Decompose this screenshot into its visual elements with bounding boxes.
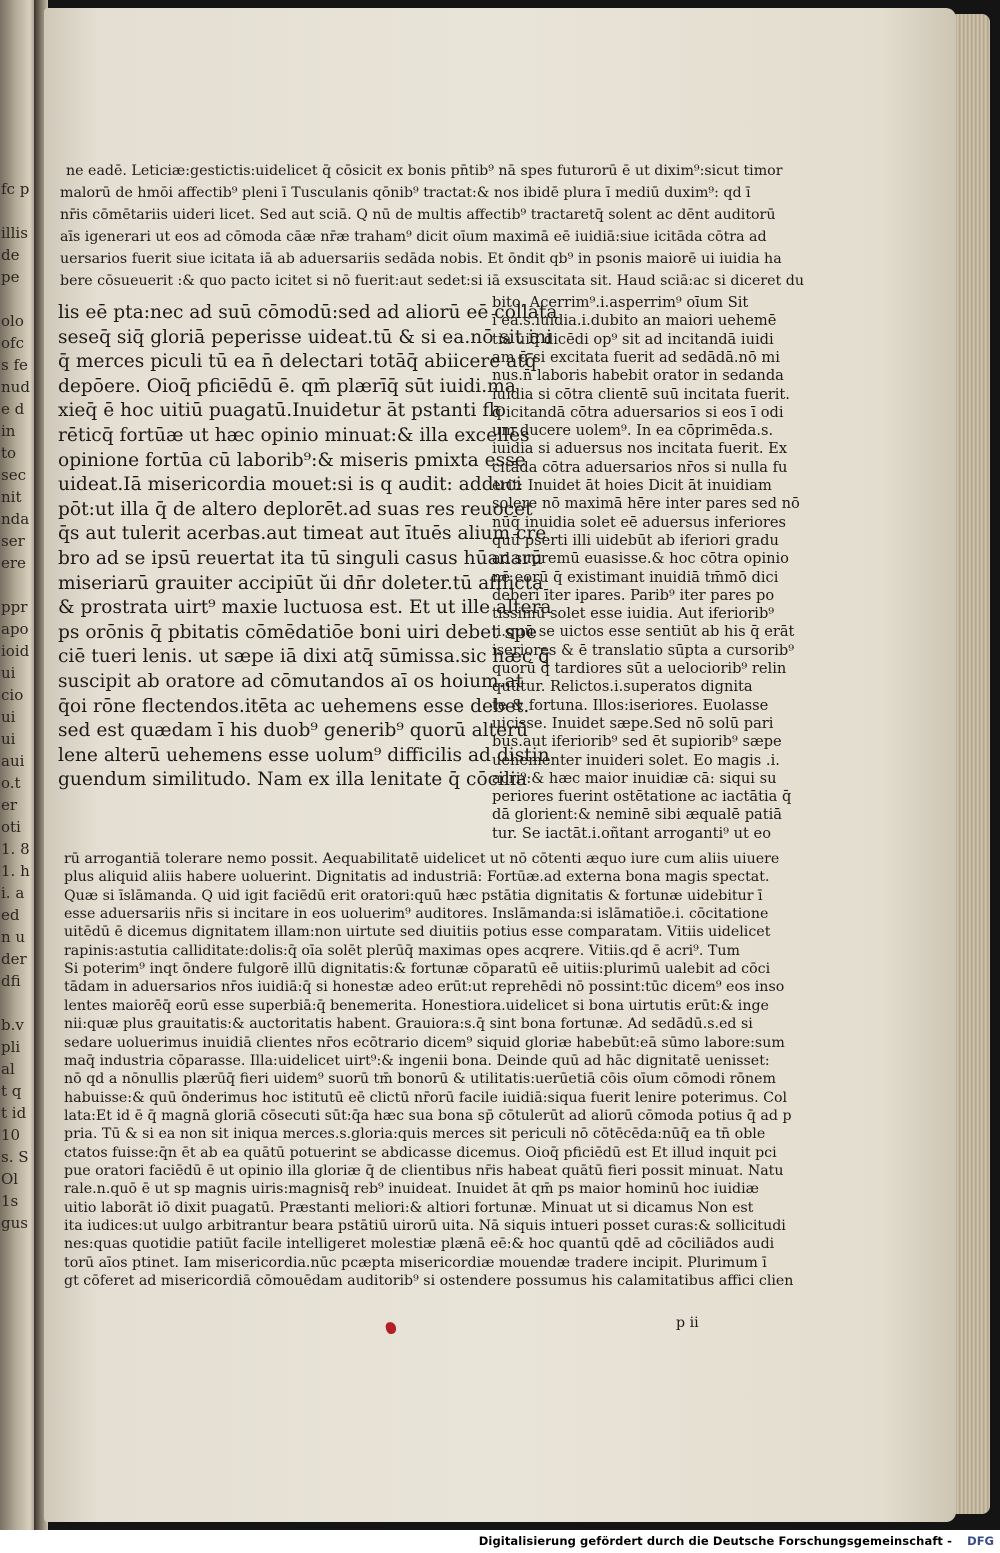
left-page-fragment: s fe [1,356,28,374]
main-text-line: bro ad se ipsū reuertat ita tū singuli casus hūanarū [58,548,543,569]
main-text-line: miseriarū grauiter accipiūt ŭi dn̄r doleter.tū afflicta [58,572,544,594]
left-page-fragment: illis [1,224,28,242]
right-commentary-line: periores fuerint ostētatione ac iactātia q̄ [492,788,792,806]
dfg-logo: DFG [967,1534,994,1548]
right-commentary-line: iuidia si aduersus nos incitata fuerit. Ex [492,440,788,458]
right-commentary-line: bus.aut iferiorib⁹ sed ēt supiorib⁹ sæpe [492,733,782,751]
footer-credit: Digitalisierung gefördert durch die Deutsche Forschungsgemeinschaft - [478,1534,952,1548]
right-commentary-line: erit: Inuidet āt hoies Dicit āt inuidiam [492,477,772,494]
left-page-fragment: pe [1,268,20,286]
bottom-commentary-line: lentes maiorēq̄ eorū esse superbiā:q̄ benemerita. Honestiora.uidelicet si bona uirtutis erūt:& inge [64,997,769,1014]
left-page-fragment: ser [1,532,25,550]
right-commentary-line: tur. Se iactāt.i.oñtant arroganti⁹ ut eo [492,824,771,842]
left-page-fragment: n u [1,928,26,946]
left-page-fragment: apo [1,620,29,638]
bottom-commentary-line: torū aīos ptinet. Iam misericordia.nūc pcæpta misericordiæ mouendæ tradere incipit. Plurimum ī [64,1254,767,1271]
bottom-commentary-line: esse aduersariis nr̄is si incitare in eos uoluerim⁹ auditores. Inslāmanda:si islāmatiōe.i. cōcitatione [64,906,769,923]
right-commentary-line: dā glorient:& neminē sibi æqualē patiā [492,806,782,824]
bottom-commentary-line: tādam in aduersarios nr̄os iuidiā:q̄ si honestæ adeo erūt:ut reprehēdi nō possint:tūc dicem⁹ eos inso [64,979,785,996]
left-page-fragment: 1. 8 [1,840,30,858]
left-page-fragment: oti [1,818,21,836]
main-text-line: lene alterū uehemens esse uolum⁹ difficilis ad distin [58,744,550,766]
left-page-fragment: ui [1,730,16,748]
left-page-fragment: der [1,950,27,968]
main-text-line: pōt:ut illa q̄ de altero deplorēt.ad suas res reuocet [58,498,533,520]
right-commentary-line: q̄ icitandā cōtra aduersarios si eos ī odi [492,403,784,421]
left-page-fragment: er [1,796,18,814]
right-commentary-line: ī ea.s.iuidia.i.dubito an maiori uehemē [492,312,777,330]
left-page-fragment: al [1,1060,15,1078]
left-page-fragment: b.v [1,1016,24,1034]
right-commentary-line: tia uiq̄ dicēdi op⁹ sit ad incitandā iuidi [492,330,774,348]
main-text-line: q̄ merces piculi tū ea n̄ delectari totāq̄ abiicere atq̄ [58,351,537,373]
left-page-fragment: e d [1,400,25,418]
bottom-commentary-line: nii:quæ plus grauitatis:& auctoritatis habent. Grauiora:s.q̄ sint bona fortunæ. Ad sedādū.s.ed si [64,1016,753,1033]
main-text-line: guendum similitudo. Nam ex illa lenitate q̄ cōcilia [58,769,527,791]
bottom-commentary-line: rū arrogantiā tolerare nemo possit. Aequabilitatē uidelicet ut nō cōtenti æquo iure cum aliis uiuere [64,851,780,867]
bottom-commentary-line: sedare uoluerimus inuidiā clientes nr̄os ecōtrario dicem⁹ siquid gloriæ habebūt:eā sūmo labore:sum [64,1034,785,1051]
left-page-fragment: olo [1,312,24,330]
bottom-commentary-line: uitio laborāt iō dixit puagatū. Præstanti meliori:& altiori fortunæ. Minuat ut si dicamus Non est [64,1199,754,1216]
bottom-commentary-line: nes:quas quotidie patiūt facile intelligeret molestiæ plænā eē:& hoc quantū qdē ad cōciliādos audi [64,1236,775,1253]
main-text-line: opinione fortūa cū laborib⁹:& miseris pmixta esse [58,449,526,471]
main-text-line: lis eē pta:nec ad suū cōmodū:sed ad aliorū eē collata [58,302,558,323]
right-commentary-line: bito. Acerrim⁹.i.asperrim⁹ oīum Sit [492,294,749,311]
main-text-line: seseq̄ siq̄ gloriā peperisse uideat.tū & si ea.nō sit ini [58,326,553,348]
main-text-line: uideat.Iā misericordia mouet:si is q audit: adduci [58,474,522,496]
right-commentary-line: tissimū solet esse iuidia. Aut iferiorib⁹ [492,605,775,623]
left-page-fragment: t id [1,1104,27,1122]
left-page-fragment: to [1,444,17,462]
bottom-commentary-line: pria. Tū & si ea non sit iniqua merces.s.gloria:quis merces sit periculi nō cōtēcēda:nūq̄ ea tn̄ oble [64,1126,766,1143]
bottom-commentary-line: Si poterim⁹ inqt ōndere fulgorē illū dignitatis:& fortunæ cōparatū eē uitiis:plurimū ualebit ad cōci [64,961,771,978]
right-commentary-line: iuidia si cōtra clientē suū incitata fuerit. [492,385,790,403]
top-commentary-line: nr̄is cōmētariis uideri licet. Sed aut sciā. Q nū de multis affectib⁹ tractaretq̄ solent ac dēnt auditorū [60,207,776,223]
left-page-fragment: s. S [1,1148,29,1166]
right-commentary-line: citāda cōtra aduersarios nr̄os si nulla fu [492,458,788,476]
left-page-fragment: dfi [1,972,21,990]
bottom-commentary-line: pue oratori faciēdū ē ut opinio illa gloriæ q̄ de clientibus nr̄is habeat quātū fieri possit minuat. Natu [64,1162,784,1179]
main-text-line: q̄s aut tulerit acerbas.aut timeat aut ītuēs alium cre [58,523,547,545]
right-commentary-line: um ducere uolem⁹. In ea cōprimēda.s. [492,422,774,440]
bottom-commentary-line: gt cōferet ad misericordiā cōmouēdam auditorib⁹ si ostendere possumus his calamitatibus affici clien [64,1273,794,1290]
left-page-fragment: ui [1,708,16,726]
bottom-commentary-line: ctatos fuisse:q̄n ēt ab ea quātū potuerint se abdicasse dicemus. Oioq̄ pficiēdū est Et illud inquit pci [64,1144,777,1161]
main-text-line: xieq̄ ē hoc uitiū puagatū.Inuidetur āt pstanti flo [58,400,506,422]
header-line: ne eadē. Leticiæ:gestictis:uidelicet q̄ cōsicit ex bonis pn̄tib⁹ nā spes futurorū ē ut dixim⁹:sicut timor [66,163,783,179]
top-commentary-line: uersarios fuerit siue icitata iā ab aduersariis sedāda nobis. Et ōndit qb⁹ in psonis maiorē ui iuidia ha [60,251,782,267]
main-text-line: & prostrata uirt⁹ maxie luctuosa est. Et ut ille altera [58,597,552,619]
left-page-fragment: de [1,246,20,264]
right-commentary-line: nē eorū q̄ existimant inuidiā tm̄mō dici [492,568,779,586]
left-page-fragment: t q [1,1082,22,1100]
signature-mark: p ii [676,1315,699,1331]
right-commentary-line: nus.n̄ laboris habebit orator in sedanda [492,367,784,385]
bottom-commentary-line: Quæ si īslāmanda. Q uid igit faciēdū erit oratori:quū hæc pstātia dignitatis & fortunæ uidebitur ī [64,887,763,904]
bottom-commentary-line: uitēdū ē dicemus dignitatem illam:non uirtute sed diuitiis potius esse comparatam. Vitiis uidelicet [64,924,771,941]
right-commentary-line: uehementer inuideri solet. Eo magis .i. [492,751,780,769]
left-page-fragment: sec [1,466,26,484]
right-commentary-line: te & fortuna. Illos:iseriores. Euolasse [492,696,769,714]
right-commentary-line: .i.quū se uictos esse sentiūt ab his q̄ erāt [492,623,795,641]
left-page-fragment: 1. h [1,862,30,880]
right-commentary-line: solere nō maximā hēre inter pares sed nō [492,495,800,513]
main-text-line: q̄oi rōne flectendos.itēta ac uehemens esse debet. [58,695,530,717]
right-commentary-line: am q̄ si excitata fuerit ad sedādā.nō mi [492,348,780,366]
right-commentary-line: uicisse. Inuidet sæpe.Sed nō solū pari [492,714,774,732]
right-commentary-line: iseriores & ē translatio sūpta a cursorib⁹ [492,641,795,659]
main-text-line: ciē tueri lenis. ut sæpe iā dixi atq̄ sūmissa.sic hæc q̄ [58,646,551,668]
right-commentary-line: deberi īter ipares. Parib⁹ iter pares po [492,586,775,604]
bottom-commentary-line: rapinis:astutia calliditate:dolis:q̄ oīa solēt plerūq̄ maximas opes acqrere. Vitiis.qd ē acri⁹. Tum [64,942,740,959]
top-commentary-line: aīs igenerari ut eos ad cōmoda cāæ nr̄æ traham⁹ dicit oīum maximā eē iuidiā:siue icitāda cōtra ad [60,229,767,245]
left-page-fragment: ere [1,554,26,572]
right-commentary-line: nūq̄ inuidia solet eē aduersus inferiores [492,513,786,531]
page-block-edge [952,14,990,1514]
left-page-fragment: i. a [1,884,25,902]
bottom-commentary-line: ita iudices:ut uulgo arbitrantur beara pstātiū uirorū uita. Nā siquis intueri posset curas:& sollicitudi [64,1218,786,1234]
main-text-line: ps orōnis q̄ pbitatis cōmēdatiōe boni uiri debet spe [58,621,537,643]
bottom-commentary-line: maq̄ industria cōparasse. Illa:uidelicet uirt⁹:& ingenii bona. Deinde quū ad hāc dignitatē uenisset: [64,1052,770,1069]
left-page-fragment: ed [1,906,20,924]
right-commentary-line: quorū q̄ tardiores sūt a uelociorib⁹ relin [492,660,787,677]
left-page-fragment: o.t [1,774,21,792]
top-commentary-line: malorū de hmōi affectib⁹ pleni ī Tusculanis qōnib⁹ tractat:& nos ibidē plura ī mediū duxim⁹: qd ī [60,185,751,201]
left-page-fragment: nit [1,488,22,506]
footer-bar [0,1530,1000,1553]
bottom-commentary-line: habuisse:& quū ōnderimus hoc istitutū eē clictū nr̄orū facile iuidiā:siqua fuerit lenire poterimus. Col [64,1089,788,1106]
left-page-fragment: ofc [1,334,24,352]
right-commentary-line: quūtur. Relictos.i.superatos dignita [492,678,753,696]
left-page-fragment: ioid [1,642,30,660]
left-page-fragment: aui [1,752,25,770]
bottom-commentary-line: plus aliquid aliis habere uoluerint. Dignitatis ad industriā: Fortūæ.ad externa bona magis spectat. [64,869,770,886]
left-page-fragment: 10 [1,1126,21,1144]
right-commentary-line: ad supremū euasisse.& hoc cōtra opinio [492,550,789,568]
main-text-line: sed est quædam ī his duob⁹ generib⁹ quorū alterū [58,720,528,742]
bottom-commentary-line: lata:Et id ē q̄ magnā gloriā cōsecuti sūt:q̄a hæc sua bona sp̄ cōtulerūt ad aliorū cōmoda potius q̄ ad p [64,1107,792,1124]
main-text-line: depōere. Oioq̄ pficiēdū ē. qm̄ plærīq̄ sūt iuidi.ma [58,375,516,397]
left-page-fragment: gus [1,1214,28,1232]
left-page-fragment: nda [1,510,30,528]
main-text-line: rēticq̄ fortūæ ut hæc opinio minuat:& illa excellēs [58,425,530,446]
left-page-fragment: ui [1,664,16,682]
top-commentary-line: bere cōsueuerit :& quo pacto icitet si nō fuerit:aut sedet:si iā exsuscitata sit. Haud sciā:ac si diceret du [60,273,804,289]
left-page-fragment: Ol [1,1170,19,1188]
left-page-fragment: nud [1,378,30,396]
left-page-fragment: cio [1,686,24,704]
bottom-commentary-line: rale.n.quō ē ut sp magnis uiris:magnisq̄ reb⁹ inuideat. Inuidet āt qm̄ ps maior hominū hoc iuidiæ [64,1181,759,1198]
left-page-fragment: fc p [1,180,30,198]
left-page-fragment: ppr [1,598,28,616]
right-commentary-line: quū pserti illi uidebūt ab iferiori gradu [492,531,779,549]
left-page-fragment: 1s [1,1192,19,1210]
main-text-line: suscipit ab oratore ad cōmutandos aī os hoium.at [58,671,524,692]
left-page-fragment: in [1,422,16,440]
left-page-fragment: pli [1,1038,21,1056]
right-commentary-line: acri⁹:& hæc maior inuidiæ cā: siqui su [492,769,777,787]
bottom-commentary-line: nō qd a nōnullis plærūq̄ fieri uidem⁹ suorū tm̄ bonorū & utilitatis:uerūetiā cōis oīum cōmodi rōnem [64,1071,776,1088]
